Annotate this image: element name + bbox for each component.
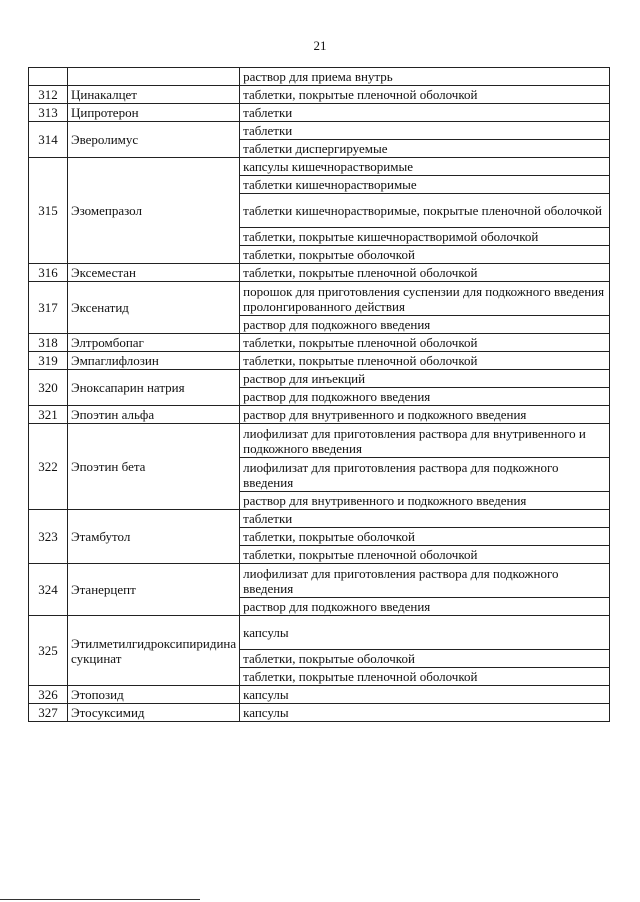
dosage-form: таблетки, покрытые оболочкой — [240, 650, 610, 668]
row-number: 313 — [29, 104, 68, 122]
dosage-form: таблетки кишечнорастворимые, покрытые пленочной оболочкой — [240, 194, 610, 228]
drug-name: Этопозид — [68, 686, 240, 704]
table-row — [29, 264, 610, 282]
drug-table — [28, 67, 610, 722]
drug-name: Эпоэтин бета — [68, 424, 240, 510]
dosage-form: порошок для приготовления суспензии для подкожного введения пролонгированного действия — [240, 282, 610, 316]
row-number: 320 — [29, 370, 68, 406]
page-number: 21 — [313, 38, 327, 53]
row-number: 325 — [29, 616, 68, 686]
dosage-form: раствор для инъекций — [240, 370, 610, 388]
dosage-form: таблетки — [240, 122, 610, 140]
table-row — [29, 282, 610, 316]
dosage-form: раствор для подкожного введения — [240, 388, 610, 406]
table-row — [29, 158, 610, 176]
drug-name — [68, 68, 240, 86]
dosage-form: таблетки, покрытые оболочкой — [240, 528, 610, 546]
table-row — [29, 370, 610, 388]
table-row — [29, 704, 610, 722]
dosage-form: таблетки, покрытые пленочной оболочкой — [240, 352, 610, 370]
table-row — [29, 510, 610, 528]
drug-name: Эксенатид — [68, 282, 240, 334]
table-row — [29, 86, 610, 104]
dosage-form: раствор для внутривенного и подкожного введения — [240, 492, 610, 510]
dosage-form: капсулы — [240, 704, 610, 722]
row-number: 315 — [29, 158, 68, 264]
drug-name: Этилметилгидроксипиридина сукцинат — [68, 616, 240, 686]
dosage-form: таблетки — [240, 104, 610, 122]
drug-name: Этосуксимид — [68, 704, 240, 722]
row-number: 312 — [29, 86, 68, 104]
dosage-form: раствор для внутривенного и подкожного введения — [240, 406, 610, 424]
dosage-form: раствор для подкожного введения — [240, 598, 610, 616]
drug-name: Цинакалцет — [68, 86, 240, 104]
dosage-form: лиофилизат для приготовления раствора для подкожного введения — [240, 564, 610, 598]
dosage-form: капсулы — [240, 686, 610, 704]
drug-name: Эверолимус — [68, 122, 240, 158]
dosage-form: таблетки, покрытые оболочкой — [240, 246, 610, 264]
row-number: 319 — [29, 352, 68, 370]
table-row — [29, 68, 610, 86]
dosage-form: таблетки, покрытые кишечнорастворимой оболочкой — [240, 228, 610, 246]
drug-name: Этанерцепт — [68, 564, 240, 616]
dosage-form: капсулы — [240, 616, 610, 650]
drug-name: Ципротерон — [68, 104, 240, 122]
row-number: 314 — [29, 122, 68, 158]
drug-name: Эмпаглифлозин — [68, 352, 240, 370]
drug-name: Эксеместан — [68, 264, 240, 282]
row-number: 317 — [29, 282, 68, 334]
dosage-form: таблетки, покрытые пленочной оболочкой — [240, 334, 610, 352]
table-row — [29, 564, 610, 598]
table-row — [29, 352, 610, 370]
row-number: 323 — [29, 510, 68, 564]
table-row — [29, 424, 610, 458]
bottom-rule — [0, 899, 200, 900]
row-number: 322 — [29, 424, 68, 510]
dosage-form: капсулы кишечнорастворимые — [240, 158, 610, 176]
table-row — [29, 686, 610, 704]
dosage-form: таблетки — [240, 510, 610, 528]
table-row — [29, 616, 610, 650]
row-number: 324 — [29, 564, 68, 616]
row-number — [29, 68, 68, 86]
row-number: 318 — [29, 334, 68, 352]
table-row — [29, 104, 610, 122]
drug-name: Эноксапарин натрия — [68, 370, 240, 406]
table-row — [29, 122, 610, 140]
drug-name: Эпоэтин альфа — [68, 406, 240, 424]
dosage-form: лиофилизат для приготовления раствора для подкожного введения — [240, 458, 610, 492]
dosage-form: таблетки кишечнорастворимые — [240, 176, 610, 194]
row-number: 321 — [29, 406, 68, 424]
dosage-form: таблетки диспергируемые — [240, 140, 610, 158]
dosage-form: таблетки, покрытые пленочной оболочкой — [240, 546, 610, 564]
drug-name: Этамбутол — [68, 510, 240, 564]
dosage-form: раствор для подкожного введения — [240, 316, 610, 334]
row-number: 327 — [29, 704, 68, 722]
dosage-form: таблетки, покрытые пленочной оболочкой — [240, 668, 610, 686]
table-row — [29, 406, 610, 424]
dosage-form: лиофилизат для приготовления раствора для внутривенного и подкожного введения — [240, 424, 610, 458]
drug-name: Элтромбопаг — [68, 334, 240, 352]
row-number: 326 — [29, 686, 68, 704]
row-number: 316 — [29, 264, 68, 282]
dosage-form: таблетки, покрытые пленочной оболочкой — [240, 86, 610, 104]
table-row — [29, 334, 610, 352]
drug-name: Эзомепразол — [68, 158, 240, 264]
dosage-form: раствор для приема внутрь — [240, 68, 610, 86]
dosage-form: таблетки, покрытые пленочной оболочкой — [240, 264, 610, 282]
